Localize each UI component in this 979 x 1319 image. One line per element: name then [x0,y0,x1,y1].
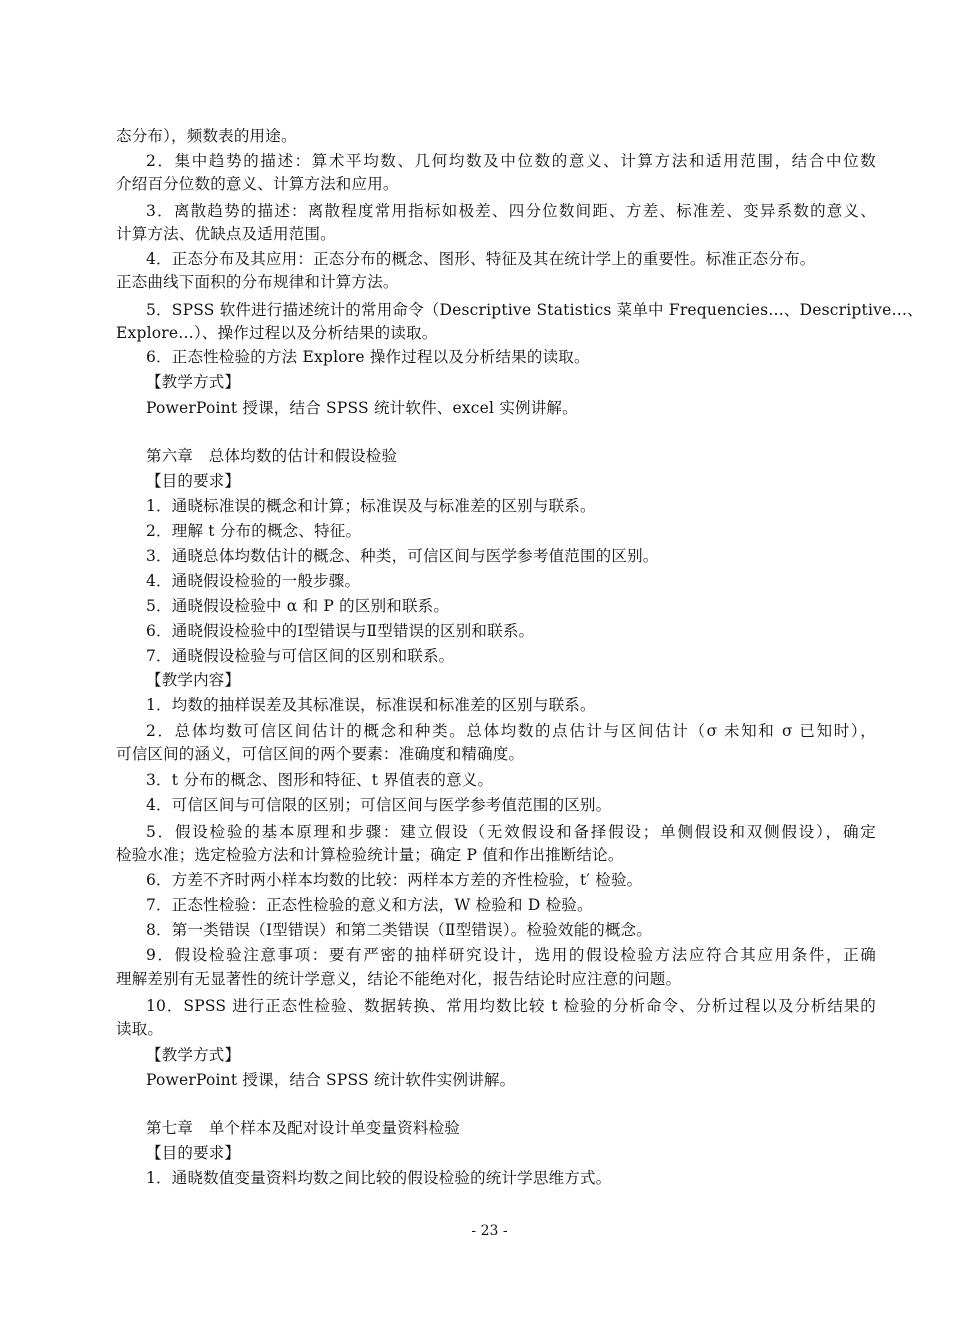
section-heading: 【教学方式】 [146,373,241,391]
text-line: 3．离散趋势的描述：离散程度常用指标如极差、四分位数间距、方差、标准差、变异系数的意义、 [146,202,876,220]
text-line: 2．理解 t 分布的概念、特征。 [146,522,362,540]
section-heading: 【教学内容】 [146,671,241,689]
chapter-title: 第七章 单个样本及配对设计单变量资料检验 [146,1119,461,1137]
section-heading: 【目的要求】 [146,472,241,490]
text-line: 9．假设检验注意事项：要有严密的抽样研究设计，选用的假设检验方法应符合其应用条件，正确 [146,946,876,964]
chapter-title: 第六章 总体均数的估计和假设检验 [146,447,398,465]
text-line: PowerPoint 授课，结合 SPSS 统计软件、excel 实例讲解。 [146,399,578,417]
text-line: 10．SPSS 进行正态性检验、数据转换、常用均数比较 t 检验的分析命令、分析过程以及分析结果的 [146,997,876,1015]
text-line: 6．正态性检验的方法 Explore 操作过程以及分析结果的读取。 [146,348,590,366]
text-line: 5．假设检验的基本原理和步骤：建立假设（无效假设和备择假设；单侧假设和双侧假设），确定 [146,823,876,841]
text-line: 1．通晓数值变量资料均数之间比较的假设检验的统计学思维方式。 [146,1169,612,1187]
text-line: 检验水准；选定检验方法和计算检验统计量；确定 P 值和作出推断结论。 [116,846,624,864]
text-line: 3．通晓总体均数估计的概念、种类，可信区间与医学参考值范围的区别。 [146,547,659,565]
text-line: 1．通晓标准误的概念和计算；标准误及与标准差的区别与联系。 [146,497,596,515]
text-line: 6．通晓假设检验中的Ⅰ型错误与Ⅱ型错误的区别和联系。 [146,622,535,640]
text-line: 7．通晓假设检验与可信区间的区别和联系。 [146,647,455,665]
text-line: 2．总体均数可信区间估计的概念和种类。总体均数的点估计与区间估计（σ 未知和 σ 已知时）， [146,722,876,740]
text-line: 5．SPSS 软件进行描述统计的常用命令（Descriptive Statistics 菜单中 Frequencies…、Descriptive…、 [146,301,923,319]
text-line: 态分布），频数表的用途。 [116,127,297,145]
text-line: 6．方差不齐时两小样本均数的比较：两样本方差的齐性检验，t′ 检验。 [146,871,643,889]
text-line: 4．通晓假设检验的一般步骤。 [146,572,361,590]
text-line: 介绍百分位数的意义、计算方法和应用。 [116,175,399,193]
text-line: 可信区间的涵义，可信区间的两个要素：准确度和精确度。 [116,745,525,763]
text-line: 计算方法、优缺点及适用范围。 [116,225,336,243]
text-line: 1．均数的抽样误差及其标准误，标准误和标准差的区别与联系。 [146,696,596,714]
text-line: 8．第一类错误（Ⅰ型错误）和第二类错误（Ⅱ型错误）。检验效能的概念。 [146,921,653,939]
text-line: 4．正态分布及其应用：正态分布的概念、图形、特征及其在统计学上的重要性。标准正态分布。 [146,250,816,268]
text-line: PowerPoint 授课，结合 SPSS 统计软件实例讲解。 [146,1071,516,1089]
text-line: 正态曲线下面积的分布规律和计算方法。 [116,273,399,291]
page-number: - 23 - [471,1223,508,1239]
text-line: 读取。 [116,1020,164,1038]
text-line: Explore…）、操作过程以及分析结果的读取。 [116,324,438,342]
section-heading: 【目的要求】 [146,1144,241,1162]
text-line: 4．可信区间与可信限的区别；可信区间与医学参考值范围的区别。 [146,796,612,814]
text-line: 3．t 分布的概念、图形和特征、t 界值表的意义。 [146,771,494,789]
text-line: 7．正态性检验：正态性检验的意义和方法，W 检验和 D 检验。 [146,896,593,914]
text-line: 理解差别有无显著性的统计学意义，结论不能绝对化，报告结论时应注意的问题。 [116,970,682,988]
text-line: 5．通晓假设检验中 α 和 P 的区别和联系。 [146,597,450,615]
text-line: 2．集中趋势的描述：算术平均数、几何均数及中位数的意义、计算方法和适用范围，结合中位数 [146,152,876,170]
section-heading: 【教学方式】 [146,1046,241,1064]
